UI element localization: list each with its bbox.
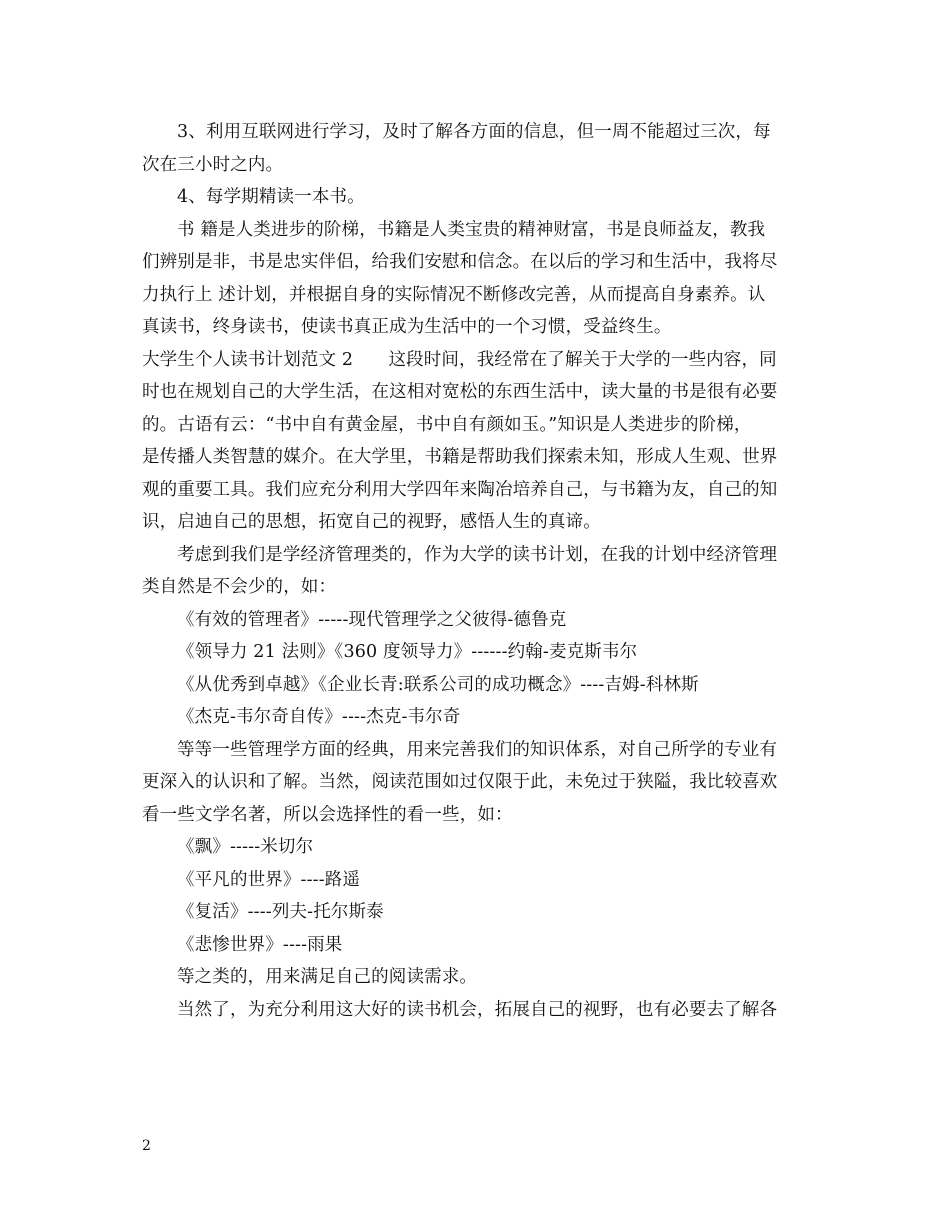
- page-number: 2: [142, 1138, 151, 1154]
- text-line: 识，启迪自己的思想，拓宽自己的视野，感悟人生的真谛。: [142, 512, 601, 532]
- text-line: 当然了，为充分利用这大好的读书机会，拓展自己的视野，也有必要去了解各: [177, 999, 778, 1020]
- text-line: 《杰克-韦尔奇自传》----杰克-韦尔奇: [177, 707, 461, 727]
- text-line: 力执行上 述计划，并根据自身的实际情况不断修改完善，从而提高自身素养。认: [142, 284, 766, 305]
- text-line: 《从优秀到卓越》《企业长青:联系公司的成功概念》----吉姆-科林斯: [177, 674, 699, 695]
- text-line: 《飘》-----米切尔: [177, 837, 314, 857]
- text-line: 《领导力 21 法则》《360 度领导力》------约翰-麦克斯韦尔: [177, 642, 638, 662]
- text-line: 3、利用互联网进行学习，及时了解各方面的信息，但一周不能超过三次，每: [177, 122, 771, 142]
- text-line: 观的重要工具。我们应充分利用大学四年来陶冶培养自己，与书籍为友，自己的知: [142, 479, 778, 500]
- text-line: 4、每学期精读一本书。: [177, 187, 365, 207]
- text-lines: [142, 116, 814, 1026]
- text-line: 是传播人类智慧的媒介。在大学里，书籍是帮助我们探索未知，形成人生观、世界: [142, 447, 778, 467]
- text-line: 类自然是不会少的，如：: [142, 577, 337, 597]
- text-line: 等之类的，用来满足自己的阅读需求。: [177, 967, 478, 987]
- text-line: 考虑到我们是学经济管理类的，作为大学的读书计划，在我的计划中经济管理: [177, 544, 778, 565]
- text-line: 《有效的管理者》-----现代管理学之父彼得-德鲁克: [177, 609, 567, 630]
- text-line: 等等一些管理学方面的经典，用来完善我们的知识体系，对自己所学的专业有: [177, 739, 778, 760]
- text-line: 真读书，终身读书，使读书真正成为生活中的一个习惯，受益终生。: [142, 317, 672, 337]
- text-line: 的。古语有云：“书中自有黄金屋，书中自有颜如玉。”知识是人类进步的阶梯，: [142, 414, 752, 435]
- text-line: 们辨别是非，书是忠实伴侣，给我们安慰和信念。在以后的学习和生活中，我将尽: [142, 252, 778, 272]
- text-line: 看一些文学名著，所以会选择性的看一些，如：: [142, 804, 513, 825]
- text-line: 书 籍是人类进步的阶梯，书籍是人类宝贵的精神财富，书是良师益友，教我: [177, 219, 766, 240]
- text-line: 次在三小时之内。: [142, 154, 284, 175]
- text-line: 时也在规划自己的大学生活，在这相对宽松的东西生活中，读大量的书是很有必要: [142, 382, 778, 402]
- text-line: 《悲惨世界》----雨果: [177, 934, 343, 955]
- document-body: [142, 116, 814, 1026]
- text-line: 《平凡的世界》----路遥: [177, 869, 361, 890]
- text-line: 大学生个人读书计划范文 2 这段时间，我经常在了解关于大学的一些内容，同: [142, 349, 777, 370]
- text-line: 更深入的认识和了解。当然，阅读范围如过仅限于此，未免过于狭隘，我比较喜欢: [142, 772, 778, 792]
- text-line: 《复活》----列夫-托尔斯泰: [177, 902, 384, 922]
